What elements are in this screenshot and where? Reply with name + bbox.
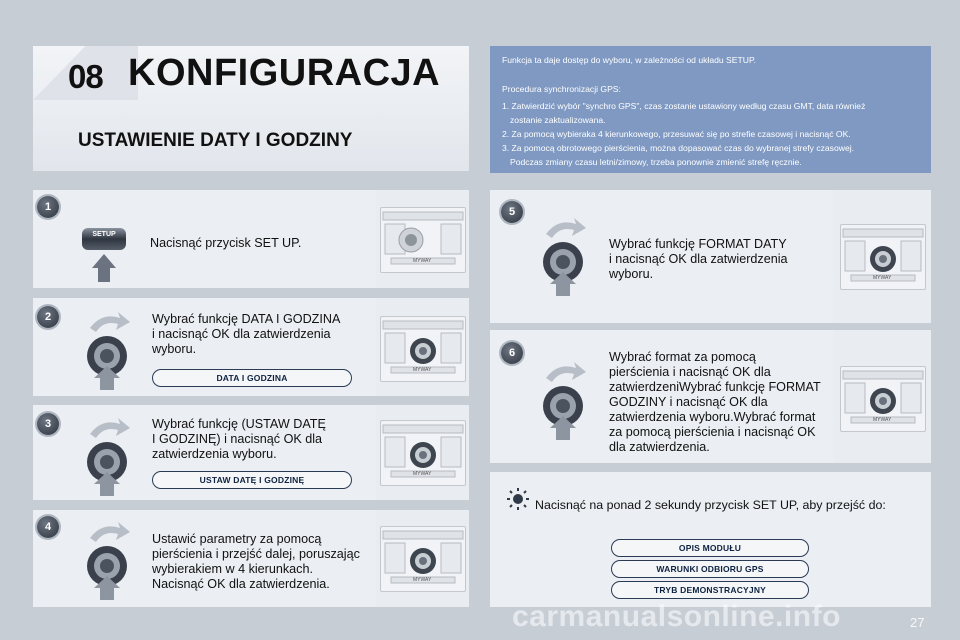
step-6-line-2: pierścienia i nacisnąć OK dla	[609, 365, 771, 379]
step-4-line-4: Nacisnąć OK dla zatwierdzenia.	[152, 577, 330, 591]
step-2-line-3: wyboru.	[152, 342, 197, 356]
menu-pill-ustaw-date: USTAW DATĘ I GODZINĘ	[152, 471, 352, 489]
step-3-line-3: zatwierdzenia wyboru.	[152, 447, 277, 461]
rotary-knob-icon	[80, 416, 136, 496]
rotary-knob-icon	[80, 310, 136, 390]
page-number: 27	[910, 615, 925, 630]
rotary-knob-icon	[536, 216, 592, 296]
step-badge-4: 4	[37, 516, 59, 538]
menu-pill-data-i-godzina: DATA I GODZINA	[152, 369, 352, 387]
info-line-1b: zostanie zaktualizowana.	[510, 115, 606, 125]
step-2-line-2: i nacisnąć OK dla zatwierdzenia	[152, 327, 331, 341]
step-2-line-1: Wybrać funkcję DATA I GODZINA	[152, 312, 341, 326]
radio-unit-illustration	[380, 420, 466, 486]
radio-unit-illustration	[380, 316, 466, 382]
radio-unit-illustration	[380, 207, 466, 273]
option-pill-opis-modulu: OPIS MODUŁU	[611, 539, 809, 557]
chapter-title: KONFIGURACJA	[128, 52, 441, 94]
step-6-line-6: za pomocą pierścienia i nacisnąć OK	[609, 425, 816, 439]
step-badge-2: 2	[37, 306, 59, 328]
step-5-line-3: wyboru.	[609, 267, 654, 281]
info-procedure-title: Procedura synchronizacji GPS:	[502, 84, 621, 94]
step-4-line-1: Ustawić parametry za pomocą	[152, 532, 322, 546]
radio-brand: MYWAY	[873, 417, 892, 423]
tip-text: Nacisnąć na ponad 2 sekundy przycisk SET UP, aby przejść do:	[535, 498, 886, 512]
rotary-knob-icon	[536, 360, 592, 440]
radio-unit-illustration	[380, 526, 466, 592]
step-4-line-2: pierścienia i przejść dalej, poruszając	[152, 547, 360, 561]
step-6-line-3: zatwierdzeniWybrać funkcję FORMAT	[609, 380, 821, 394]
setup-button-label: SETUP	[92, 231, 116, 238]
step-badge-3: 3	[37, 413, 59, 435]
step-3-line-2: I GODZINĘ) i nacisnąć OK dla	[152, 432, 323, 446]
step-5-line-2: i nacisnąć OK dla zatwierdzenia	[609, 252, 788, 266]
step-5-line-1: Wybrać funkcję FORMAT DATY	[609, 237, 787, 251]
rotary-knob-icon	[80, 520, 136, 600]
step-badge-5: 5	[501, 201, 523, 223]
radio-unit-illustration	[840, 366, 926, 432]
option-pill-warunki-gps: WARUNKI ODBIORU GPS	[611, 560, 809, 578]
radio-brand: MYWAY	[413, 258, 432, 264]
option-pill-tryb-demo: TRYB DEMONSTRACYJNY	[611, 581, 809, 599]
step-1-text: Nacisnąć przycisk SET UP.	[150, 236, 302, 250]
step-6-line-5: zatwierdzenia wyboru.Wybrać format	[609, 410, 816, 424]
step-badge-1: 1	[37, 196, 59, 218]
info-line-1a: 1. Zatwierdzić wybór "synchro GPS", czas zostanie ustawiony według czasu GMT, data również	[502, 101, 866, 111]
step-6-line-7: dla zatwierdzenia.	[609, 440, 710, 454]
radio-brand: MYWAY	[413, 577, 432, 583]
section-title: USTAWIENIE DATY I GODZINY	[78, 130, 353, 151]
sun-tip-icon	[506, 487, 530, 511]
info-intro: Funkcja ta daje dostęp do wyboru, w zależności od układu SETUP.	[502, 55, 756, 65]
step-6-line-1: Wybrać format za pomocą	[609, 350, 756, 364]
chapter-number: 08	[68, 58, 103, 95]
radio-brand: MYWAY	[873, 275, 892, 281]
radio-brand: MYWAY	[413, 367, 432, 373]
step-6-line-4: GODZINY i nacisnąć OK dla	[609, 395, 768, 409]
step-badge-6: 6	[501, 342, 523, 364]
info-panel	[490, 46, 931, 173]
step-4-line-3: wybierakiem w 4 kierunkach.	[152, 562, 313, 576]
radio-brand: MYWAY	[413, 471, 432, 477]
radio-unit-illustration	[840, 224, 926, 290]
info-line-4: Podczas zmiany czasu letni/zimowy, trzeba ponownie zmienić strefę ręcznie.	[510, 157, 802, 167]
info-line-2: 2. Za pomocą wybieraka 4 kierunkowego, przesuwać się po strefie czasowej i nacisnąć OK.	[502, 129, 851, 139]
watermark: carmanualsonline.info	[512, 600, 841, 633]
step-3-line-1: Wybrać funkcję (USTAW DATĘ	[152, 417, 326, 431]
info-line-3: 3. Za pomocą obrotowego pierścienia, można dopasować czas do wybranej strefy czasowej.	[502, 143, 855, 153]
